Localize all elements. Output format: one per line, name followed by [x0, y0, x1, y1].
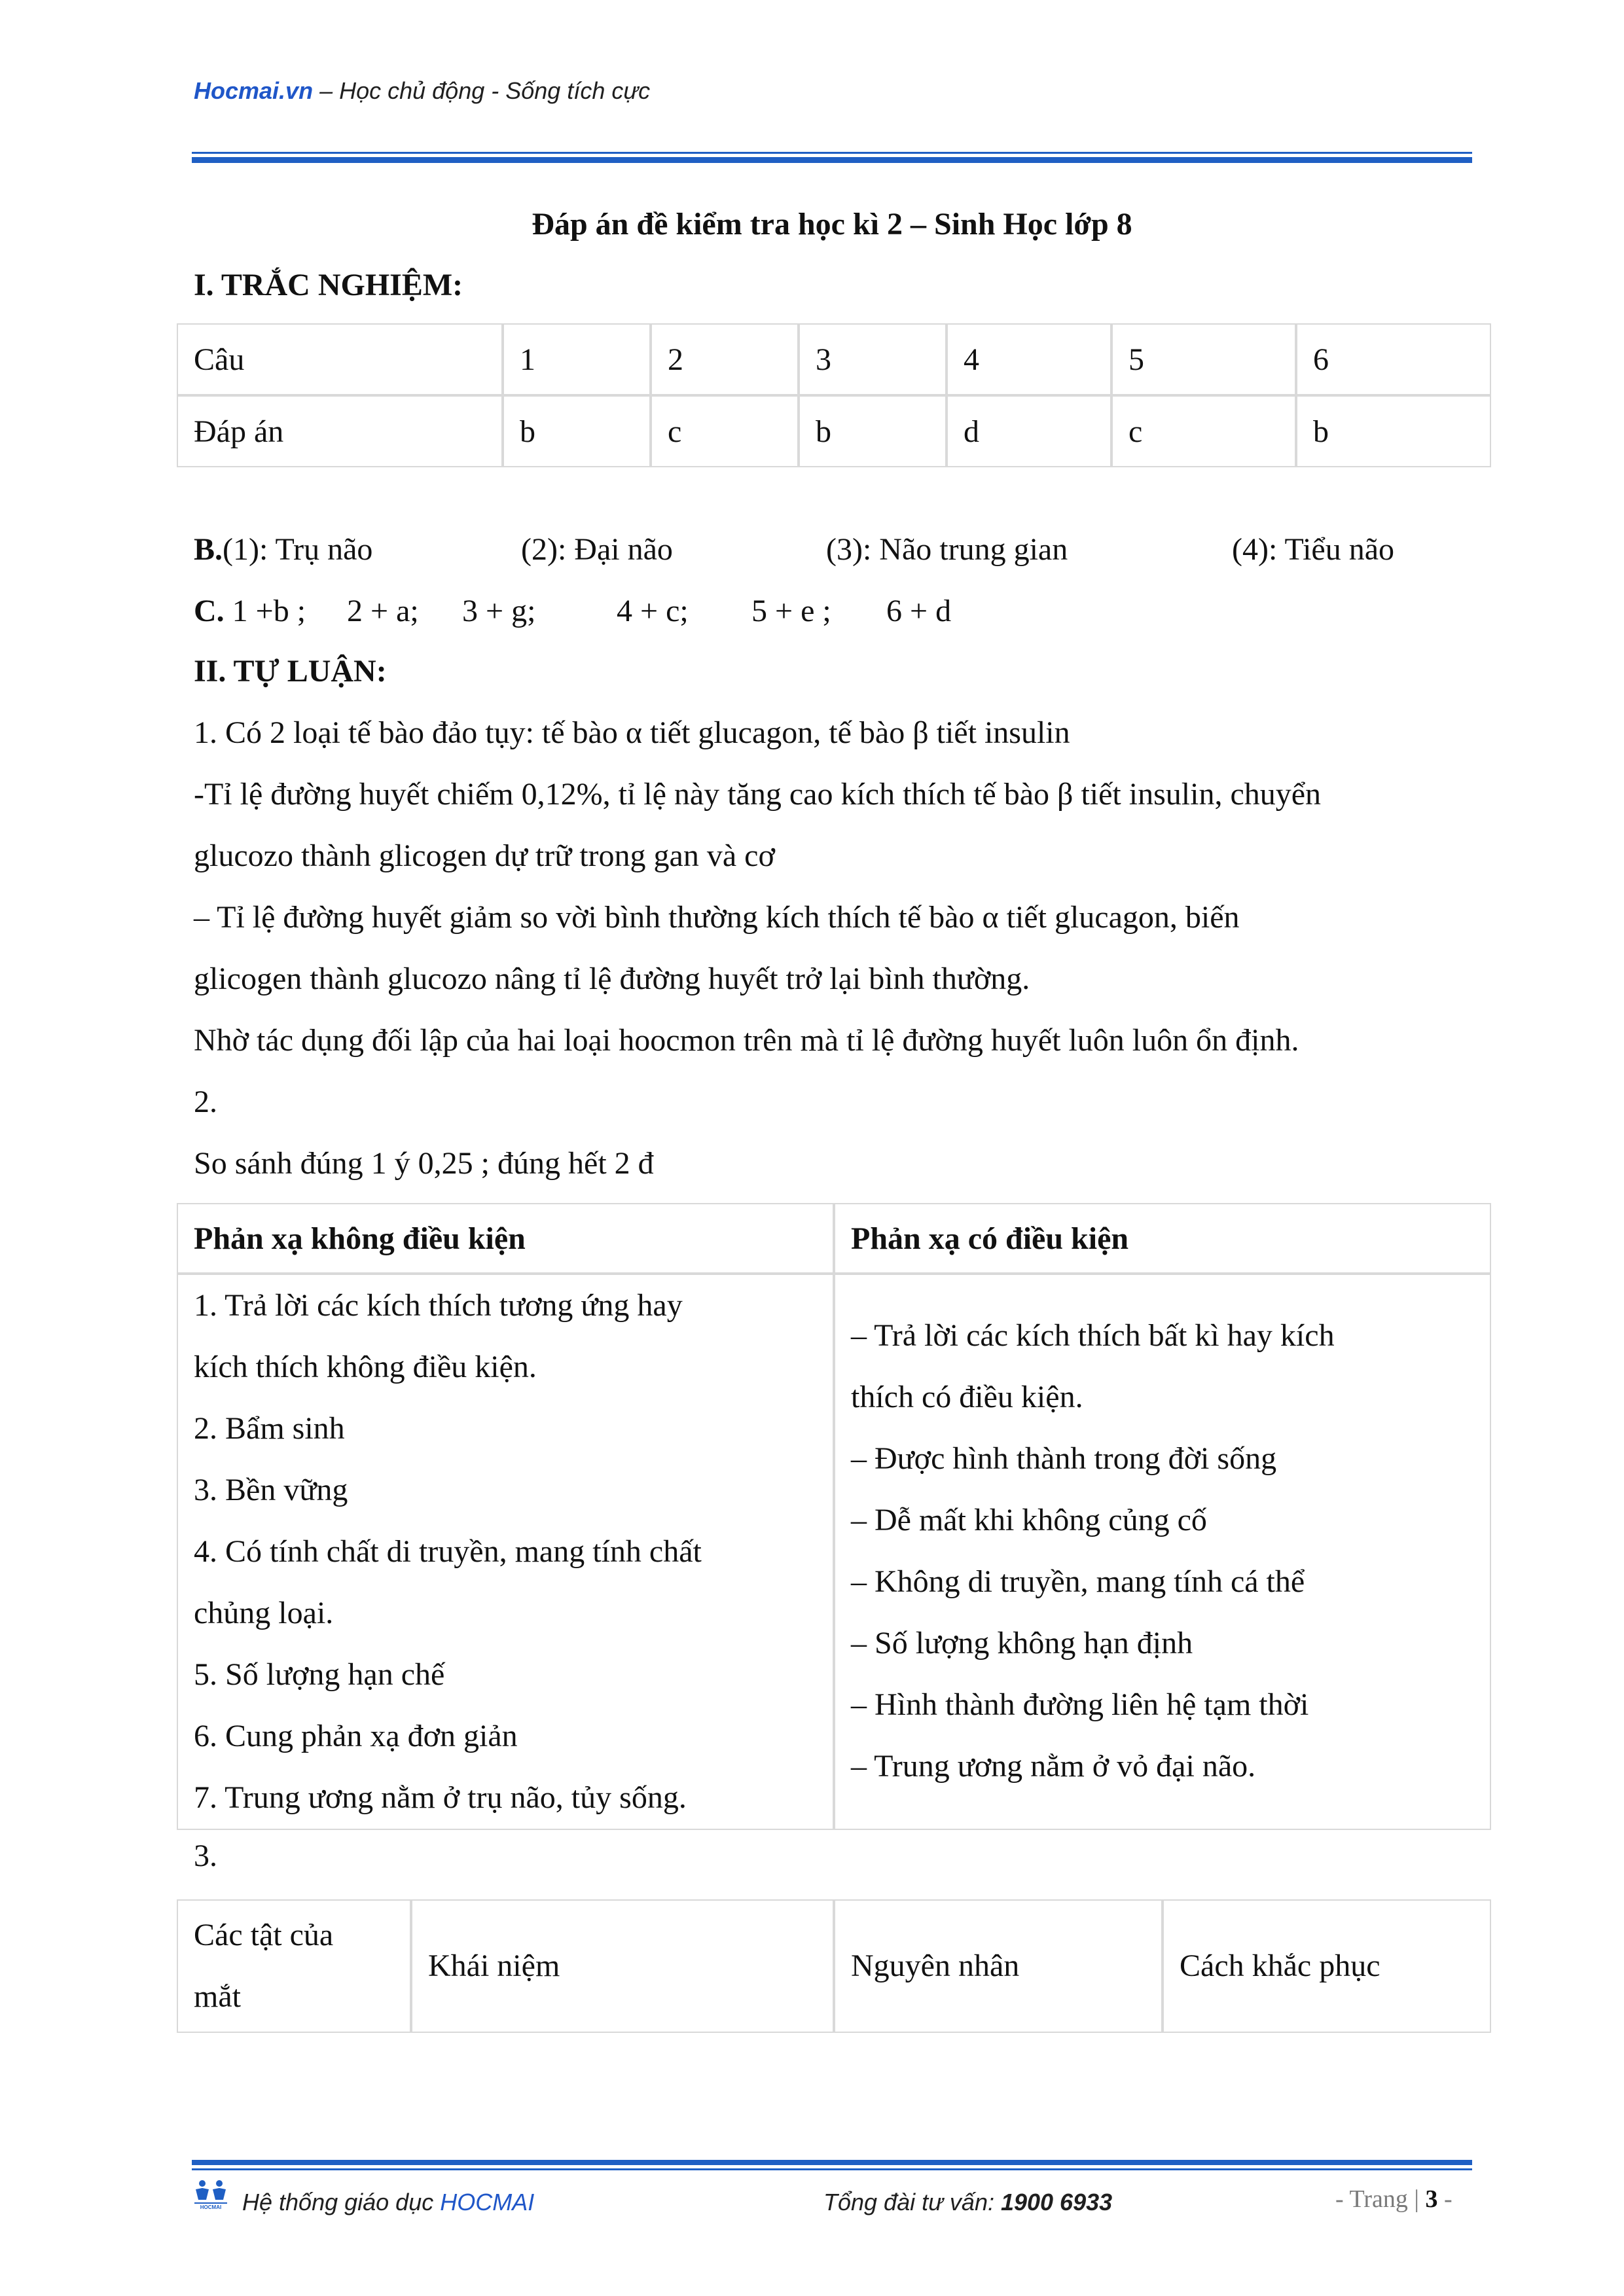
unconditioned-reflex-cell [177, 1274, 834, 1830]
list-item: 1. Trả lời các kích thích tương ứng hay [194, 1288, 683, 1323]
list-item: 2. Bẩm sinh [194, 1411, 345, 1446]
part-b-item: (4): Tiểu não [1232, 532, 1395, 567]
table-row [177, 1274, 1491, 1830]
list-item: 4. Có tính chất di truyền, mang tính chất [194, 1534, 702, 1569]
part-b-item: (2): Đại não [521, 532, 673, 567]
page-prefix: - Trang | [1335, 2185, 1426, 2213]
part-c-item: 2 + a; [347, 594, 419, 628]
column-header: Khái niệm [411, 1899, 834, 2033]
header-rule-thin [192, 152, 1472, 154]
table-row [177, 323, 1491, 395]
part-c-label: C. [194, 594, 225, 628]
part-c-item: 4 + c; [617, 594, 689, 628]
list-item: – Không di truyền, mang tính cá thể [851, 1564, 1305, 1599]
row-label: Câu [177, 323, 503, 395]
eye-defects-table [177, 1899, 1491, 2033]
footer-hotline-prefix: Tổng đài tư vấn: [823, 2189, 1001, 2215]
list-item: kích thích không điều kiện. [194, 1350, 537, 1384]
list-item: – Trả lời các kích thích bất kì hay kích [851, 1318, 1335, 1353]
column-header: Phản xạ có điều kiện [834, 1203, 1491, 1274]
q1-line: 1. Có 2 loại tế bào đảo tụy: tế bào α tiết glucagon, tế bào β tiết insulin [194, 715, 1070, 750]
part-b-label: B. [194, 532, 223, 567]
unconditioned-list [194, 1275, 817, 1829]
header-line: mắt [194, 1979, 241, 2014]
answer-cell: c [651, 395, 799, 467]
list-item: – Trung ương nằm ở vỏ đại não. [851, 1749, 1256, 1784]
answer-cell: b [1296, 395, 1491, 467]
list-item: 7. Trung ương nằm ở trụ não, tủy sống. [194, 1780, 687, 1815]
page-number-value: 3 [1425, 2185, 1438, 2213]
page-suffix: - [1437, 2185, 1453, 2213]
table-row [177, 395, 1491, 467]
reflex-comparison-table [177, 1203, 1491, 1830]
conditioned-list [851, 1275, 1474, 1797]
q1-line: glucozo thành glicogen dự trữ trong gan và cơ [194, 838, 775, 873]
header-brand [194, 77, 650, 105]
section1-heading: I. TRẮC NGHIỆM: [194, 268, 463, 302]
footer-system [242, 2189, 534, 2216]
question-number: 5 [1111, 323, 1296, 395]
question-number: 1 [503, 323, 651, 395]
page-title: Đáp án đề kiểm tra học kì 2 – Sinh Học lớp 8 [532, 207, 1132, 242]
footer-rule-thin [192, 2168, 1472, 2170]
part-c-item: 3 + g; [462, 594, 536, 628]
section2-heading: II. TỰ LUẬN: [194, 654, 387, 689]
list-item: thích có điều kiện. [851, 1380, 1083, 1414]
table-row [177, 1203, 1491, 1274]
list-item: – Hình thành đường liên hệ tạm thời [851, 1687, 1309, 1722]
question-number: 6 [1296, 323, 1491, 395]
footer-hotline [823, 2189, 1112, 2216]
answer-cell: d [947, 395, 1111, 467]
q2-scoring: So sánh đúng 1 ý 0,25 ; đúng hết 2 đ [194, 1146, 654, 1181]
answer-cell: c [1111, 395, 1296, 467]
footer-system-prefix: Hệ thống giáo dục [242, 2189, 441, 2215]
question-number: 2 [651, 323, 799, 395]
column-header: Phản xạ không điều kiện [177, 1203, 834, 1274]
table-row [177, 1899, 1491, 2033]
column-header [177, 1899, 411, 2033]
part-c-item: 1 +b ; [232, 594, 306, 628]
part-c-item: 5 + e ; [751, 594, 831, 628]
list-item: – Được hình thành trong đời sống [851, 1441, 1277, 1476]
hocmai-logo-icon [192, 2178, 230, 2210]
list-item: – Dễ mất khi không củng cố [851, 1503, 1207, 1537]
header-rule-thick [192, 157, 1472, 163]
page-number [1335, 2185, 1453, 2214]
q1-line: glicogen thành glucozo nâng tỉ lệ đường huyết trở lại bình thường. [194, 961, 1030, 996]
site-link[interactable]: Hocmai.vn [194, 77, 314, 104]
logo-text: HOCMAI [200, 2204, 222, 2210]
part-b-item: (3): Não trung gian [826, 532, 1068, 567]
header-slogan: – Học chủ động - Sống tích cực [313, 77, 651, 104]
part-c-item: 6 + d [886, 594, 952, 628]
question-number: 4 [947, 323, 1111, 395]
q2-number: 2. [194, 1085, 217, 1119]
row-label: Đáp án [177, 395, 503, 467]
footer-system-brand[interactable]: HOCMAI [440, 2189, 535, 2215]
answer-cell: b [503, 395, 651, 467]
list-item: 6. Cung phản xạ đơn giản [194, 1719, 518, 1753]
question-number: 3 [799, 323, 947, 395]
conditioned-reflex-cell [834, 1274, 1491, 1830]
part-c-line [194, 593, 306, 629]
header-line: Các tật của [194, 1918, 334, 1952]
part-b-item: (1): Trụ não [223, 532, 373, 567]
footer-hotline-number[interactable]: 1900 6933 [1000, 2189, 1113, 2215]
q3-number: 3. [194, 1839, 217, 1873]
part-b-line [194, 531, 372, 567]
list-item: – Số lượng không hạn định [851, 1626, 1193, 1660]
list-item: chủng loại. [194, 1596, 334, 1630]
list-item: 3. Bền vững [194, 1473, 348, 1507]
multiple-choice-table [177, 323, 1491, 467]
list-item: 5. Số lượng hạn chế [194, 1657, 445, 1692]
answer-cell: b [799, 395, 947, 467]
q1-line: – Tỉ lệ đường huyết giảm so vời bình thường kích thích tế bào α tiết glucagon, biến [194, 900, 1240, 935]
q1-line: -Tỉ lệ đường huyết chiếm 0,12%, tỉ lệ này tăng cao kích thích tế bào β tiết insulin, chuyển [194, 777, 1322, 812]
column-header: Nguyên nhân [834, 1899, 1163, 2033]
column-header: Cách khắc phục [1163, 1899, 1491, 2033]
footer-rule-thick [192, 2160, 1472, 2165]
q1-line: Nhờ tác dụng đối lập của hai loại hoocmon trên mà tỉ lệ đường huyết luôn luôn ổn định. [194, 1023, 1299, 1058]
